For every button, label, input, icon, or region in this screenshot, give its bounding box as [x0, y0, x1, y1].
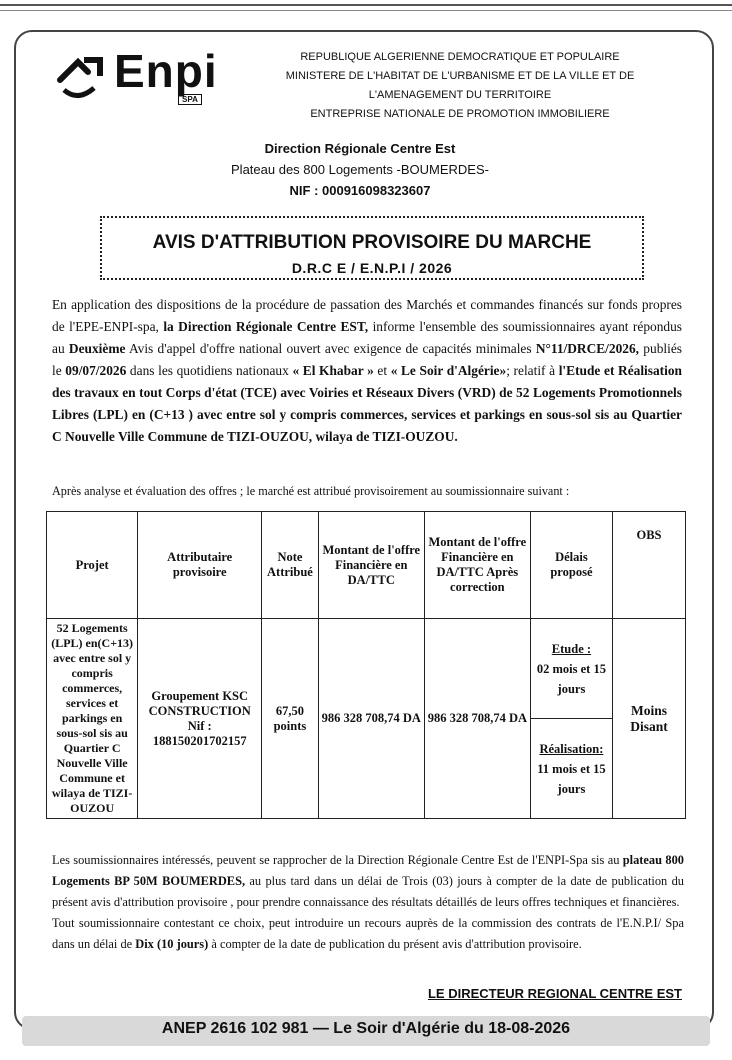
award-table [46, 511, 686, 819]
header-montant-correction: Montant de l'offre Financière en DA/TTC Après correction [424, 512, 530, 619]
notice-title-box [100, 216, 644, 280]
cell-attributaire: Groupement KSC CONSTRUCTION Nif : 188150201702157 [138, 619, 262, 819]
closing-text-1: Les soumissionnaires intéressés, peuvent se rapprocher de la Direction Régionale Centre Est de l'ENPI-Spa sis au [52, 853, 623, 867]
header-line-3: L'AMENAGEMENT DU TERRITOIRE [368, 89, 552, 101]
cell-delai-realisation [530, 719, 612, 819]
header-line-4: ENTREPRISE NATIONALE DE PROMOTION IMMOBILIERE [310, 108, 610, 120]
regional-direction-block [150, 138, 570, 201]
intro-bold-6: « Le Soir d'Algérie» [390, 363, 507, 378]
intro-text-3: Avis d'appel d'offre national ouvert avec exigence de capacités minimales [125, 341, 536, 356]
intro-bold-1: la Direction Régionale Centre EST, [163, 319, 369, 334]
house-arrow-icon [54, 50, 110, 106]
intro-text-1: En application des dispositions de la procédure de passation des Marchés et commandes financés sur fonds propres de l'EPE-ENPI-spa, [52, 297, 682, 334]
intro-bold-4: 09/07/2026 [65, 363, 127, 378]
header-note: Note Attribué [262, 512, 319, 619]
cell-obs: Moins Disant [612, 619, 685, 819]
header-attributaire: Attributaire provisoire [138, 512, 262, 619]
intro-text-6: et [373, 363, 391, 378]
logo-spa-badge: SPA [178, 94, 202, 105]
header-line-1: REPUBLIQUE ALGERIENNE DEMOCRATIQUE ET POPULAIRE [300, 51, 620, 63]
header-montant: Montant de l'offre Financière en DA/TTC [318, 512, 424, 619]
header-line-2: MINISTERE DE L'HABITAT DE L'URBANISME ET DE LA VILLE ET DE [285, 70, 635, 82]
header-projet: Projet [47, 512, 138, 619]
intro-bold-5: « El Khabar » [292, 363, 374, 378]
cell-projet: 52 Logements (LPL) en(C+13) avec entre sol y compris commerces, services et parkings en sous-sol sis au Quartier C Nouvelle Ville Commune et wilaya de TIZI-OUZOU [47, 619, 138, 819]
intro-bold-7: l'Etude et Réalisation des travaux en tout Corps d'état (TCE) avec Voiries et Réseaux Divers (VRD) de 52 Logements Promotionnels Libres (LPL) en (C+13 ) avec entre sol y compris commerces, services et parkings en sous-sol sis au Quartier C Nouvelle Ville Commune de TIZI-OUZOU, wilaya de TIZI-OUZOU. [52, 363, 682, 444]
notice-reference: D.R.C E / E.N.P.I / 2026 [291, 260, 453, 276]
intro-text-2: informe l'ensemble des soumissionnaires ayant répondus au [52, 319, 683, 356]
direction-address: Plateau des 800 Logements -BOUMERDES- [231, 162, 489, 177]
nif-number: NIF : 000916098323607 [289, 183, 431, 198]
cell-delai-etude [530, 619, 612, 719]
closing-paragraphs [52, 850, 684, 955]
realisation-value: 11 mois et 15 jours [537, 761, 606, 796]
cell-note: 67,50 points [262, 619, 319, 819]
intro-text-5: dans les quotidiens nationaux [126, 363, 293, 378]
intro-bold-3: N°11/DRCE/2026, [535, 341, 640, 356]
signature-line: LE DIRECTEUR REGIONAL CENTRE EST [427, 986, 682, 1001]
realisation-label: Réalisation: [539, 741, 604, 756]
header-delais: Délais proposé [530, 512, 612, 619]
analysis-statement: Après analyse et évaluation des offres ; le marché est attribué provisoirement au soumissionnaire suivant : [52, 484, 570, 498]
enpi-logo [54, 44, 218, 110]
closing-text-3: Tout soumissionnaire contestant ce choix, peut introduire un recours auprès de la commission des contrats de l'E.N.P.I/ Spa dans un délai de [52, 916, 684, 951]
intro-paragraph [52, 294, 682, 448]
etude-value: 02 mois et 15 jours [536, 661, 606, 696]
table-row [47, 619, 686, 719]
logo-wordmark: Enpi [114, 45, 218, 97]
closing-paragraph-2 [52, 913, 684, 955]
cell-montant-correction: 986 328 708,74 DA [424, 619, 530, 819]
top-border [0, 4, 732, 11]
cell-montant: 986 328 708,74 DA [318, 619, 424, 819]
government-header [260, 48, 660, 124]
direction-name: Direction Régionale Centre Est [264, 141, 456, 156]
closing-paragraph-1 [52, 850, 684, 913]
intro-bold-2: Deuxième [68, 341, 126, 356]
closing-bold-1: plateau 800 Logements BP 50M BOUMERDES, [52, 853, 684, 888]
header-obs: OBS [612, 512, 685, 619]
intro-text-7: ; relatif à [506, 363, 559, 378]
publication-footer: ANEP 2616 102 981 — Le Soir d'Algérie du 18-08-2026 [161, 1020, 571, 1037]
table-header-row [47, 512, 686, 619]
intro-text-4: publiés le [52, 341, 682, 378]
closing-text-2: au plus tard dans un délai de Trois (03) jours à compter de la date de publication du présent avis d'attribution provisoire , pour prendre connaissance des résultats détaillés de leurs offres techniques et financières. [52, 874, 684, 909]
closing-bold-2: Dix (10 jours) [135, 937, 209, 951]
notice-title: AVIS D'ATTRIBUTION PROVISOIRE DU MARCHE [152, 232, 592, 253]
closing-text-4: à compter de la date de publication du présent avis d'attribution provisoire. [208, 937, 582, 951]
etude-label: Etude : [551, 641, 592, 656]
